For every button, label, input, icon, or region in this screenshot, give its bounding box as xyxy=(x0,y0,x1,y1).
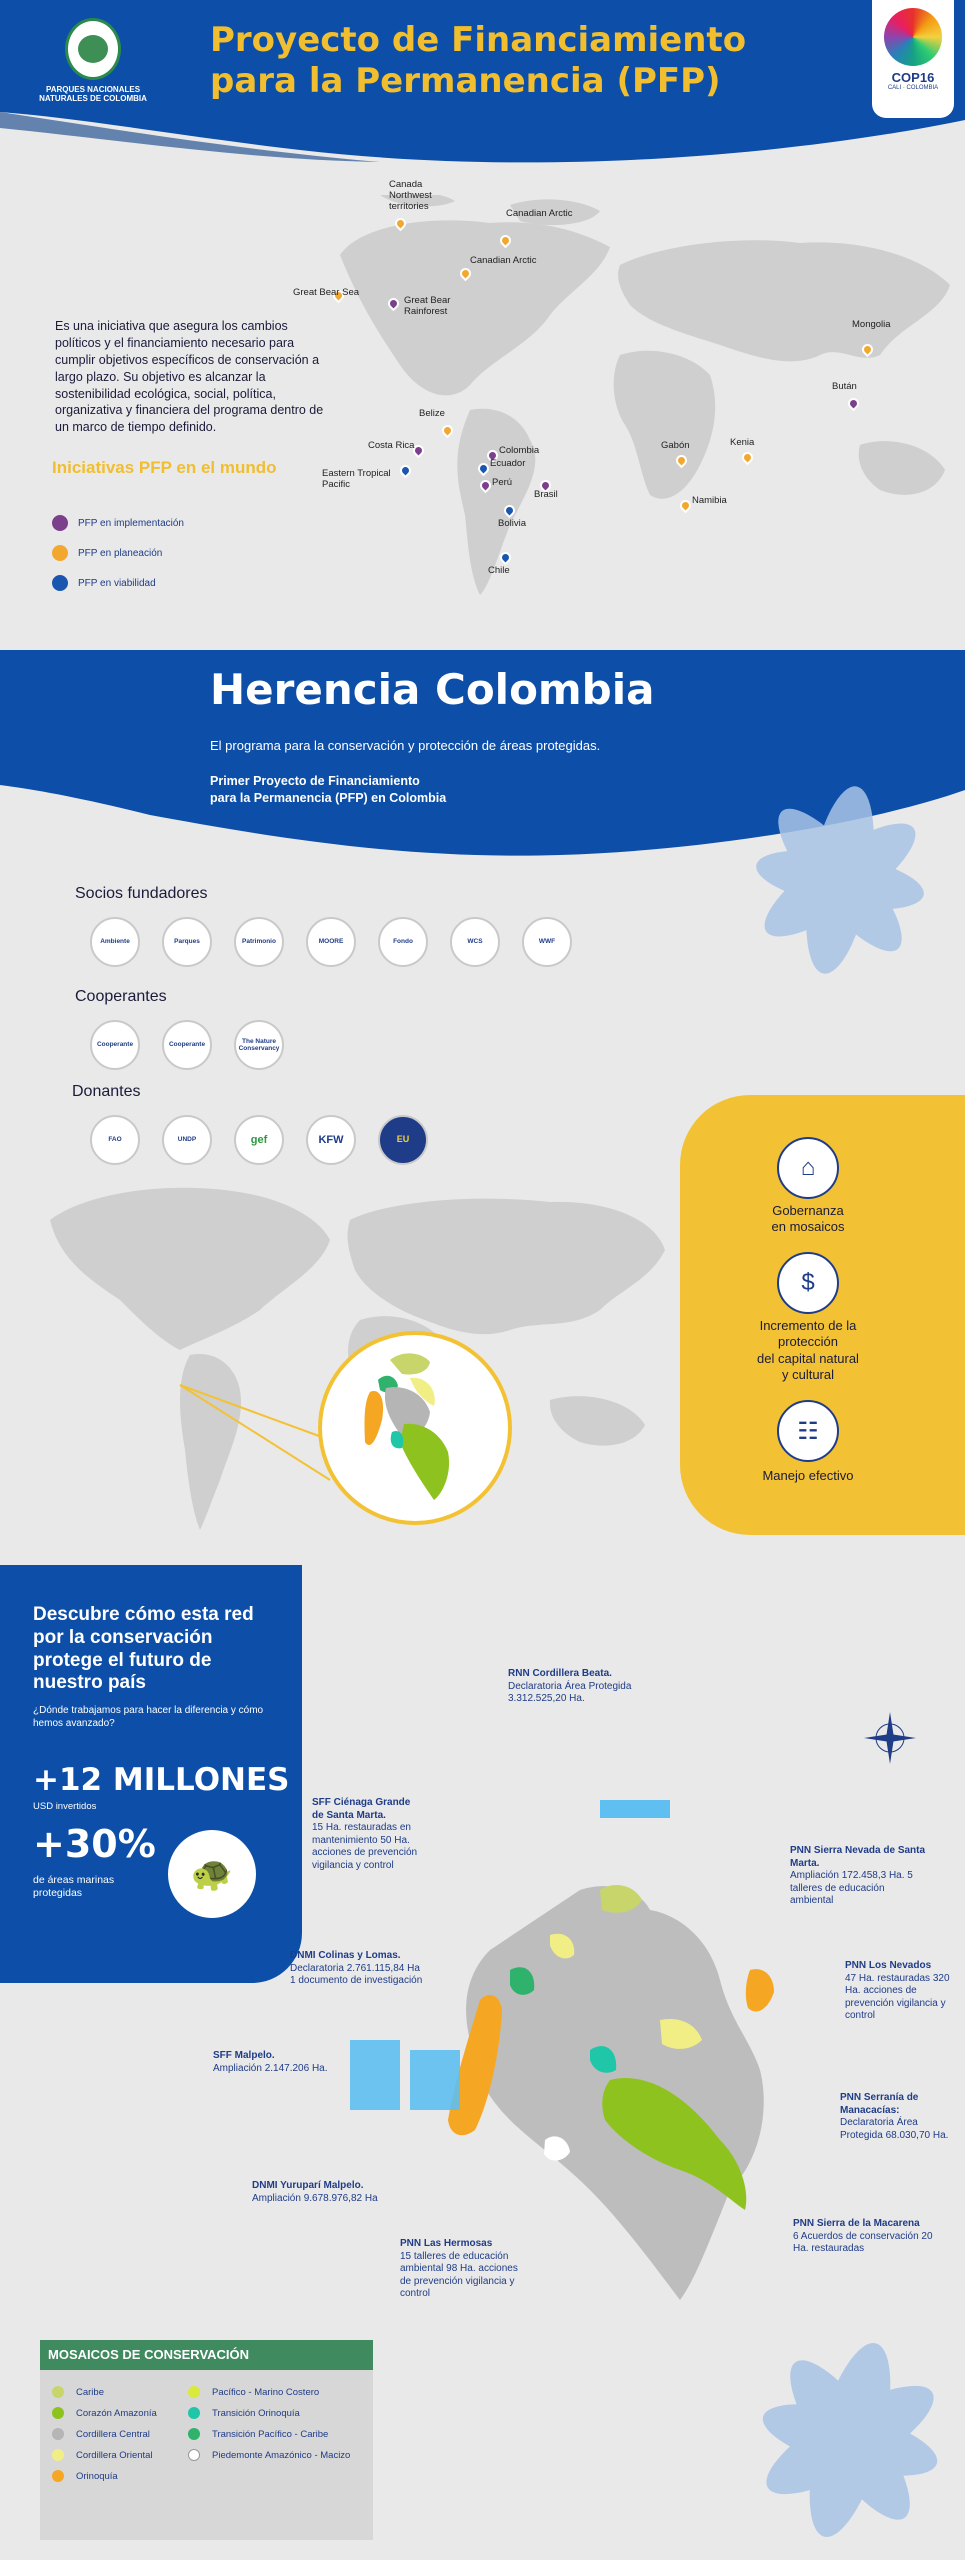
socios-logos xyxy=(90,917,572,967)
swatch-icon xyxy=(188,2428,200,2440)
descubre-title: Descubre cómo esta red por la conservación protege el futuro de nuestro país xyxy=(33,1604,254,1694)
growth-icon: $ xyxy=(777,1252,839,1314)
pnn-emblem-icon xyxy=(65,18,121,80)
annotation-los-nevados xyxy=(845,1960,960,2023)
mosaic-item xyxy=(188,2449,350,2461)
swatch-icon xyxy=(52,2428,64,2440)
legend-label: PFP en viabilidad xyxy=(78,577,156,589)
legend-label: PFP en planeación xyxy=(78,547,163,559)
annotation-cordillera-beata xyxy=(508,1668,688,1706)
mosaics-heading: MOSAICOS DE CONSERVACIÓN xyxy=(40,2340,373,2370)
descubre-question: ¿Dónde trabajamos para hacer la diferencia y cómo hemos avanzado? xyxy=(33,1705,264,1729)
cooperante-logo: The Nature Conservancy xyxy=(234,1020,284,1070)
swatch-icon xyxy=(188,2386,200,2398)
cop16-logo xyxy=(872,0,954,118)
management-icon: ☷ xyxy=(777,1400,839,1462)
swatch-icon xyxy=(52,2407,64,2419)
donante-logo: FAO xyxy=(90,1115,140,1165)
mosaics-column-1 xyxy=(52,2386,157,2482)
socio-logo: Fondo xyxy=(378,917,428,967)
world-map xyxy=(320,195,965,615)
pillar-line: y cultural xyxy=(781,1366,835,1382)
title-line-1: Proyecto de Financiamiento xyxy=(210,20,747,60)
map-pin-label: Kenia xyxy=(730,437,755,448)
socio-logo: MOORE xyxy=(306,917,356,967)
donante-logo: KFW xyxy=(306,1115,356,1165)
turtle-icon: 🐢 xyxy=(168,1830,256,1918)
world-initiatives-heading: Iniciativas PFP en el mundo xyxy=(52,458,277,477)
annotation-yurupari-malpelo xyxy=(252,2180,412,2205)
mosaic-label: Pacífico - Marino Costero xyxy=(212,2386,320,2398)
donante-logo: UNDP xyxy=(162,1115,212,1165)
primer-line-2: para la Permanencia (PFP) en Colombia xyxy=(210,790,447,805)
mosaic-item xyxy=(52,2386,157,2398)
socio-logo: Ambiente xyxy=(90,917,140,967)
map-pin-label: Chile xyxy=(488,565,510,576)
swatch-icon xyxy=(52,2470,64,2482)
annotation-text: Declaratoria Área Protegida 3.312.525,20 Ha. xyxy=(508,1680,632,1704)
annotation-text: Ampliación 2.147.206 Ha. xyxy=(213,2062,328,2074)
annotation-title: PNN Los Nevados xyxy=(845,1960,932,1971)
mosaic-label: Caribe xyxy=(76,2386,104,2398)
pillar-management-icon-wrap xyxy=(777,1400,839,1462)
swatch-icon xyxy=(52,2449,64,2461)
annotation-title: PNN Sierra de la Macarena xyxy=(793,2218,920,2229)
percent-sub: de áreas marinas protegidas xyxy=(33,1874,115,1899)
map-pin-label: Eastern Tropical Pacific xyxy=(322,468,391,490)
map-pin-label: Perú xyxy=(492,477,513,488)
map-pin-label: Mongolia xyxy=(852,319,891,330)
legend-label: PFP en implementación xyxy=(78,517,184,529)
pillar-line: Incremento de la xyxy=(759,1318,857,1333)
map-pin-label: Canadian Arctic xyxy=(470,255,537,266)
pillar-growth-icon-wrap xyxy=(777,1252,839,1314)
millones-stat: +12 MILLONES xyxy=(33,1762,290,1798)
pillar-growth xyxy=(728,1318,888,1383)
legend-implementacion xyxy=(52,515,184,531)
annotation-macarena xyxy=(793,2218,933,2256)
cop16-flower-icon xyxy=(884,8,942,66)
mosaic-item xyxy=(188,2428,350,2440)
mosaic-item xyxy=(188,2407,350,2419)
socio-logo: Patrimonio xyxy=(234,917,284,967)
annotation-title: SFF Ciénaga Grande de Santa Marta. xyxy=(312,1797,411,1821)
herencia-title: Herencia Colombia xyxy=(210,665,655,714)
cop16-sub: CALI · COLOMBIA xyxy=(887,85,939,91)
legend-dot-icon xyxy=(52,575,68,591)
annotation-title: DNMI Yuruparí Malpelo. xyxy=(252,2180,364,2191)
page-title xyxy=(210,20,770,103)
annotation-text: 15 talleres de educación ambiental 98 Ha. acciones de prevención vigilancia y control xyxy=(400,2250,518,2299)
pillar-governance-icon-wrap xyxy=(777,1137,839,1199)
map-pin-label: Ecuador xyxy=(490,458,526,469)
mosaic-item xyxy=(52,2470,157,2482)
map-pin-label: Colombia xyxy=(499,445,540,456)
map-pin-label: Gabón xyxy=(661,440,690,451)
donantes-heading: Donantes xyxy=(72,1083,141,1100)
cop16-label: COP16 xyxy=(891,70,935,85)
decorative-flower xyxy=(700,2270,965,2560)
annotation-title: PNN Las Hermosas xyxy=(400,2238,493,2249)
mosaics-column-2 xyxy=(188,2386,350,2461)
mosaic-label: Piedemonte Amazónico - Macizo xyxy=(212,2449,351,2461)
pillar-governance xyxy=(728,1203,888,1236)
pillar-line: Manejo efectivo xyxy=(762,1468,854,1483)
annotation-title: DNMI Colinas y Lomas. xyxy=(290,1950,401,1961)
mosaic-item xyxy=(52,2449,157,2461)
compass-icon xyxy=(862,1710,918,1766)
map-pin-label: Brasil xyxy=(534,489,558,500)
socios-heading: Socios fundadores xyxy=(75,885,208,902)
annotation-text: 6 Acuerdos de conservación 20 Ha. restauradas xyxy=(793,2230,933,2254)
map-pin-label: Canada Northwest territories xyxy=(389,179,432,212)
swatch-icon xyxy=(188,2407,200,2419)
mosaic-item xyxy=(52,2407,157,2419)
map-pin-label: Great Bear Sea xyxy=(293,287,360,298)
donantes-logos xyxy=(90,1115,428,1165)
mosaic-label: Transición Pacífico - Caribe xyxy=(212,2428,329,2440)
pillar-management xyxy=(728,1468,888,1484)
annotation-text: Ampliación 9.678.976,82 Ha xyxy=(252,2192,378,2204)
swatch-icon xyxy=(52,2386,64,2398)
legend-planeacion xyxy=(52,545,162,561)
pillar-line: protección xyxy=(778,1334,838,1350)
donante-logo: EU xyxy=(378,1115,428,1165)
annotation-text: 15 Ha. restauradas en mantenimiento 50 Ha. acciones de prevención vigilancia y control xyxy=(312,1822,418,1871)
annotation-las-hermosas xyxy=(400,2238,520,2301)
map-pin-label: Bután xyxy=(832,381,857,392)
annotation-cienaga-grande xyxy=(312,1797,422,1872)
pnn-logo xyxy=(38,18,148,104)
cooperante-logo: Cooperante xyxy=(90,1020,140,1070)
swatch-icon xyxy=(188,2449,200,2461)
legend-viabilidad xyxy=(52,575,156,591)
decorative-flower xyxy=(700,760,965,1020)
governance-icon: ⌂ xyxy=(777,1137,839,1199)
map-pin-label: Canadian Arctic xyxy=(506,208,573,219)
cooperantes-logos xyxy=(90,1020,284,1070)
primer-line-1: Primer Proyecto de Financiamiento xyxy=(210,774,420,788)
annotation-colinas-lomas xyxy=(290,1950,425,1988)
annotation-title: RNN Cordillera Beata. xyxy=(508,1668,612,1679)
pillar-line: en mosaicos xyxy=(771,1219,845,1235)
mosaic-label: Cordillera Oriental xyxy=(76,2449,153,2461)
mosaic-item xyxy=(188,2386,350,2398)
percent-stat: +30% xyxy=(33,1822,156,1866)
title-line-2: para la Permanencia (PFP) xyxy=(210,61,721,102)
annotation-text: Declaratoria Área Protegida 68.030,70 Ha. xyxy=(840,2117,949,2141)
annotation-sierra-nevada xyxy=(790,1845,930,1908)
map-pin-label: Namibia xyxy=(692,495,727,506)
herencia-subtitle: El programa para la conservación y protección de áreas protegidas. xyxy=(210,738,601,753)
annotation-title: PNN Serranía de Manacacías: xyxy=(840,2092,919,2116)
annotation-title: PNN Sierra Nevada de Santa Marta. xyxy=(790,1845,926,1869)
mosaic-label: Cordillera Central xyxy=(76,2428,150,2440)
millones-sub: USD invertidos xyxy=(33,1801,97,1812)
cooperante-logo: Cooperante xyxy=(162,1020,212,1070)
map-pin-label: Great Bear Rainforest xyxy=(404,295,451,317)
pillar-line: del capital natural xyxy=(757,1350,859,1366)
legend-dot-icon xyxy=(52,545,68,561)
intro-text: Es una iniciativa que asegura los cambios políticos y el financiamiento necesario para cumplir objetivos específicos de conservación a largo plazo. Su objetivo es alcanzar la sostenibilidad ecológica, social, política, organizativa y financiera del programa dentro de un marco de tiempo definido. xyxy=(55,319,324,435)
socio-logo: WCS xyxy=(450,917,500,967)
mosaic-label: Orinoquía xyxy=(76,2470,118,2482)
map-pin-label: Costa Rica xyxy=(368,440,415,451)
donante-logo: gef xyxy=(234,1115,284,1165)
annotation-title: SFF Malpelo. xyxy=(213,2050,275,2061)
annotation-text: 47 Ha. restauradas 320 Ha. acciones de prevención vigilancia y control xyxy=(845,1972,950,2021)
annotation-malpelo xyxy=(213,2050,343,2075)
map-pin-label: Belize xyxy=(419,408,445,419)
socio-logo: WWF xyxy=(522,917,572,967)
map-pin-label: Bolivia xyxy=(498,518,526,529)
pnn-logo-label: PARQUES NACIONALES NATURALES DE COLOMBIA xyxy=(39,85,147,103)
annotation-manacacias xyxy=(840,2092,958,2142)
socio-logo: Parques xyxy=(162,917,212,967)
annotation-text: Declaratoria 2.761.115,84 Ha 1 documento de investigación xyxy=(290,1962,423,1986)
mosaic-label: Transición Orinoquía xyxy=(212,2407,300,2419)
cooperantes-heading: Cooperantes xyxy=(75,988,167,1005)
mosaic-label: Corazón Amazonía xyxy=(76,2407,157,2419)
annotation-text: Ampliación 172.458,3 Ha. 5 talleres de educación ambiental xyxy=(790,1870,913,1906)
world-map-inset xyxy=(30,1180,670,1540)
pillar-line: Gobernanza xyxy=(772,1203,844,1218)
herencia-primer xyxy=(210,773,570,807)
mosaic-item xyxy=(52,2428,157,2440)
legend-dot-icon xyxy=(52,515,68,531)
